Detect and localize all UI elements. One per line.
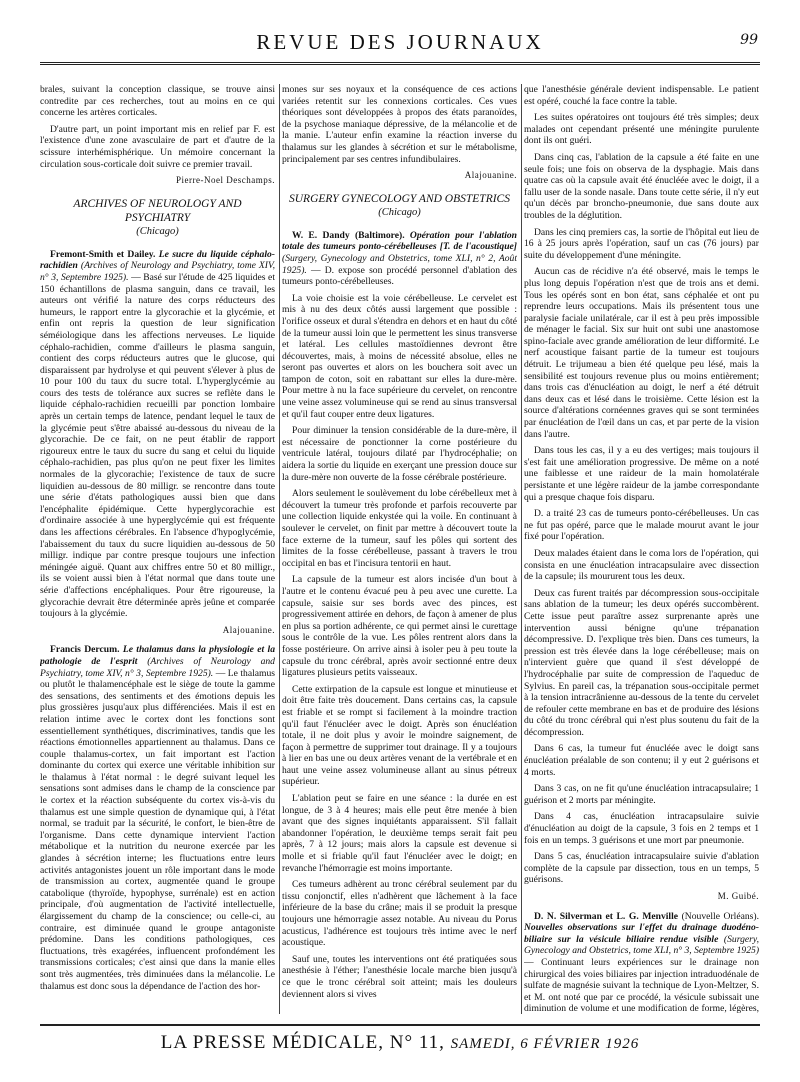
- paragraph: Sauf une, toutes les interventions ont été pratiquées sous anesthésie à l'éther; l'anesthésie locale marche bien jusqu'à ce que le tronc cérébral soit atteint; mais les douleurs deviennent alors si vives: [282, 953, 517, 1000]
- signature: Alajouanine.: [464, 170, 517, 181]
- abstract-authors: W. E. Dandy (Baltimore).: [292, 229, 405, 241]
- paragraph: Dans 5 cas, énucléation intracapsulaire suivie d'ablation complète de la capsule par dissection, tous en un temps, 5 guérisons.: [524, 851, 759, 886]
- signature: M. Guibé.: [717, 891, 759, 901]
- paragraph: Dans tous les cas, il y a eu des vertiges; mais toujours il s'est fait une amélioration progressive. De même on a noté une faiblesse et une raideur de la main homolatérale persistante et une légère raideur de la jambe correspondante qui a presque chaque fois disparu.: [524, 445, 759, 503]
- paragraph: La capsule de la tumeur est alors incisée d'un bout à l'autre et le contenu évacué peu à peu avec une curette. La capsule, saisie sur ses bords avec des pinces, est progressivement attirée en dehors, de façon à amener de plus en plus sa portion adhérente, ce qui permet ainsi le curettage sous le contrôle de la vue. Les pôles rentrent alors dans la fosse postérieure. On arrive ainsi à isoler peu à peu toute la capsule du tronc cérébral, après avoir sectionné entre deux ligatures plusieurs petits vaisseaux.: [282, 574, 517, 679]
- abstract-body: — D. expose son procédé personnel d'ablation des tumeurs ponto-cérébelleuses.: [282, 264, 517, 288]
- issue-date: SAMEDI, 6 FÉVRIER 1926: [450, 1036, 640, 1052]
- paragraph: Aucun cas de récidive n'a été observé, mais le temps le plus long depuis l'opération n'est que de trois ans et demi. Tous les opérés sont en bon état, sans céphalée et ont pu reprendre leurs occupations. Mais ils présentent tous une paralysie faciale unilatérale, car il est à peu près impossible de ménager le facial. Six sur huit ont subi une anastomose spino-faciale avec grande amélioration de leur difformité. Le nerf acoustique faisant partie de la tumeur est toujours détruit. Le trijumeau a bien été quelque peu lésé, mais la sensibilité est toujours revenue plus ou moins entièrement; dans trois cas d'énucléation au doigt, le nerf a été détruit dans deux cas et lésé dans le troisième. Cette lésion est la source d'altérations cornéennes graves qui se sont terminées par énucléation de l'œil dans un cas, et par perte de la vision dans l'autre.: [524, 266, 759, 440]
- journal-name: SURGERY GYNECOLOGY AND OBSTETRICS: [289, 192, 510, 205]
- column-rule: [521, 84, 522, 1014]
- abstract-reference: (Surgery, Gynecology and Obstetrics, tome XLI, n° 3, Septembre 1925): [524, 933, 759, 957]
- abstract: [40, 644, 275, 992]
- abstract-reference: (Archives of Neurology and Psychiatry, tome XIV, n° 3, Septembre 1925).: [40, 260, 275, 283]
- paragraph: Pour diminuer la tension considérable de la dure-mère, il est nécessaire de ponctionner la corne postérieure du ventricule latéral, toujours dilaté par l'hydrocéphalie; on aidera la sortie du liquide en exerçant une pression douce sur la dure-mère non ouverte de la fosse cérébrale postérieure.: [282, 425, 517, 483]
- paragraph: brales, suivant la conception classique, se trouve ainsi contredite par ces recherches, tout au moins en ce qui concerne les artères corticales.: [40, 84, 275, 119]
- paragraph: Dans 3 cas, on ne fit qu'une énucléation intracapsulaire; 1 guérison et 2 morts par méningite.: [524, 783, 759, 806]
- abstract-place: (Nouvelle Orléans).: [681, 910, 759, 922]
- abstract-title: Opération pour l'ablation totale des tumeurs ponto-cérébelleuses [T. de l'acoustique]: [282, 229, 517, 253]
- column-3: [524, 84, 759, 1014]
- paragraph: Cette extirpation de la capsule est longue et minutieuse et doit être faite très doucement. Dans certains cas, la capsule est friable et se rompt si facilement à la moindre traction qu'il faut l'énucléer avec le doigt. Après son énucléation totale, il ne doit plus y avoir le moindre saignement, de façon à permettre de supprimer tout drainage. Il y a toujours à lier en bas une ou deux artères venant de la vertébrale et en haut une veine assez volumineuse allant au sinus pétreux supérieur.: [282, 683, 517, 788]
- paragraph: La voie choisie est la voie cérébelleuse. Le cervelet est mis à nu des deux côtés aussi largement que possible : l'orifice osseux et dural s'étendra en dehors et en haut du côté de la tumeur aussi loin que le permettent les sinus transverse et latéral. Les cellules mastoïdiennes devront être découvertes, mais, à moins de nécessité absolue, elles ne seront pas ouvertes et alors on les bouchera soit avec un tampon de coton, soit en rabattant sur elles la dure-mère. Pour mettre à nu la face supérieure du cervelet, on rencontre une veine assez volumineuse qui se rend au sinus transversal et qu'il faut couper entre deux ligatures.: [282, 292, 517, 420]
- paragraph: Dans 4 cas, énucléation intracapsulaire suivie d'énucléation au doigt de la capsule, 3 fois en 2 temps et 1 fois en un temps. 3 guérisons et une mort par pneumonie.: [524, 811, 759, 846]
- abstract-reference: (Surgery, Gynecology and Obstetrics, tome XLI, n° 2, Août 1925).: [282, 252, 517, 276]
- section-heading: [282, 192, 517, 220]
- paragraph: Les suites opératoires ont toujours été très simples; deux malades ont cependant présenté une méningite purulente dont ils ont guéri.: [524, 112, 759, 147]
- paragraph: Dans cinq cas, l'ablation de la capsule a été faite en une seule fois; une fois on observa de la dysphagie. Mais dans quatre cas où la capsule avait été énucléée avec le doigt, il a fallu user de la sonde nasale. Dans toute cette série, il n'y eut qu'un décès par broncho-pneumonie, due sans doute aux troubles de la déglutition.: [524, 151, 759, 221]
- abstract: [282, 230, 517, 288]
- column-rule: [279, 84, 280, 1014]
- page-header: [40, 28, 760, 65]
- paragraph: L'ablation peut se faire en une séance : la durée en est longue, de 3 à 4 heures; mais elle peut être menée à bien avant que des signes inquiétants apparaissent. S'il fallait abandonner l'opération, le deuxième temps serait fait peu après, 7 à 12 jours; mais alors la capsule est devenue si molle et si friable qu'il faut l'énucléer avec le doigt; en revanche l'hémorragie est moins importante.: [282, 793, 517, 874]
- paragraph: D'autre part, un point important mis en relief par F. est l'existence d'une zone avasculaire de part et d'autre de la scissure interhémisphérique. Un mémoire concernant la circulation sous-corticale doit suivre ce premier travail.: [40, 123, 275, 170]
- running-head: REVUE DES JOURNAUX: [256, 30, 544, 54]
- paragraph: Ces tumeurs adhèrent au tronc cérébral seulement par du tissu conjonctif, elles n'adhèrent que lâchement à la face inférieure de la base du crâne; mais il se produit la presque toujours une hémorragie assez notable. Au niveau du Porus acusticus, l'adhérence est toujours très intime avec le nerf acoustique.: [282, 879, 517, 949]
- abstract-authors: Francis Dercum.: [50, 644, 120, 656]
- footer-line: [40, 1032, 760, 1054]
- abstract-body: — Continuant leurs expériences sur le drainage non chirurgical des voies biliaires par injection intraduodénale de sulfate de magnésie suivant la technique de Lyon-Meltzer, S. et M. ont noté que par ce procédé, la vésicule subissait une diminution de volume et une modification de forme, légères,: [524, 956, 759, 1014]
- signature: Alajouanine.: [222, 624, 275, 635]
- paragraph: mones sur ses noyaux et la conséquence de ces actions variées retentit sur les connexions corticales. Ces vues théoriques sont développées à propos des états paranoïdes, de la psychose maniaque dépressive, de la mélancolie et de la manie. L'auteur enfin examine la réaction inverse du thalamus sur les glandes à sécrétion et sur le métabolisme, principalement par ses centres infundibulaires.: [282, 84, 517, 165]
- abstract-authors: D. N. Silverman et L. G. Menville: [534, 910, 679, 922]
- abstract-reference: (Archives of Neurology and Psychiatry, tome XIV, n° 3, Septembre 1925).: [40, 655, 275, 679]
- abstract-authors: Fremont-Smith et Dailey.: [50, 248, 156, 260]
- column-2: [282, 84, 517, 1014]
- abstract-body: — Le thalamus ou plutôt le thalamencéphale est le siège de toute la gamme des sensations, des sentiments et des émotions depuis les plus grossières jusqu'aux plus différenciées. Mais il est en relation intime avec le cortex dont les fonctions sont essentiellement synthétiques, discriminatives, tandis que les réactions émotionnelles appartiennent au thalamus. Dans ce couple thalamus-cortex, un fait important est l'action dominante du cortex qui exerce une véritable inhibition sur le thalamus à l'état normal : le degré suivant lequel les sensations sont admises dans le champ de la conscience par le cortex et la réaction subséquente du cortex vis-à-vis du thalamus est une simple question de dynamique qui, à l'état normal, se traduit par la sécurité, le confort, le bien-être de l'organisme. Dans cette dynamique intervient l'action métabolique et la nutrition du neurone exercée par les glandes à sécrétion interne; les fluctuations entre leurs activités antagonistes jouent un rôle important dans le mode de transmission au cortex, augmentée quand le groupe catabolique (thyroïde, hypophyse, surrénale) est en action principale, d'où augmentation de l'activité intellectuelle, élargissement du champ de la conscience; ou celle-ci, au contraire, est diminuée quand le groupe antagoniste prédomine. Dans les conditions pathologiques, ces fluctuations, très exagérées, influencent profondément les transmissions corticales; c'est ainsi que dans la manie elles sont très augmentées, très diminuées dans la mélancolie. Le thalamus est donc sous la dépendance de l'action des hor-: [40, 667, 275, 992]
- journal-issue: LA PRESSE MÉDICALE, N° 11,: [160, 1032, 445, 1053]
- section-heading: [40, 197, 275, 239]
- column-1: [40, 84, 275, 1014]
- article-columns: [40, 84, 760, 1014]
- paragraph: Deux malades étaient dans le coma lors de l'opération, qui consista en une énucléation intracapsulaire avec dissection de la capsule; ils moururent tous les deux.: [524, 547, 759, 583]
- journal-name: ARCHIVES OF NEUROLOGY AND PSYCHIATRY: [73, 197, 242, 224]
- signature: Pierre-Noel Deschamps.: [176, 175, 275, 186]
- paragraph: que l'anesthésie générale devient indispensable. Le patient est opéré, couché la face contre la table.: [524, 84, 759, 107]
- paragraph: Deux cas furent traités par décompression sous-occipitale sans ablation de la tumeur; les deux opérés succombèrent. Cette issue peut paraître assez surprenante après une intervention aussi bénigne qu'une trépanation décompressive. D. l'explique très bien. Dans ces tumeurs, la pression est très élevée dans la loge cérébelleuse; mais on n'intervient guère que quand il s'est développé de l'hydrocéphalie par suite de compression de l'aqueduc de Sylvius. En pareil cas, la trépanation sous-occipitale permet à la tension intracrânienne au-dessous de la tente du cervelet de refouler cette membrane en bas et de produire des lésions du côté du tronc cérébral qui n'est plus soutenu du fait de la décompression.: [524, 587, 759, 738]
- abstract-body: — Basé sur l'étude de 425 liquides et 150 échantillons de plasma sanguin, dans ce travail, les auteurs ont vérifié la nature des corps réducteurs des humeurs, le rapport entre la glycorachie et la glycémie, et enfin ont repris la question de leur signification séméiologique dans les affections nerveuses. Le liquide céphalo-rachidien, comme d'ailleurs le plasma sanguin, contient des corps réducteurs autres que le glucose, qui disparaissent par hydrolyse et qui peuvent s'élever à plus de 10 pour 100 du taux du sucre total. L'hyperglycémie au cours des tests de tolérance aux sucres se reflète dans le liquide céphalo-rachidien recueilli par ponction lombaire après un certain temps de latence, pendant lequel le taux de la glycémie peut s'être abaissé au-dessous du niveau de la glycorachie. De ce fait, on ne peut établir de rapport rigoureux entre le taux du sucre du sang et celui du liquide céphalo-rachidien, pas plus qu'on ne peut fixer les limites normales de la glycorachie; l'existence de taux de sucre liquidien au-dessous de 80 milligr. se rencontre dans toute une série d'états pathologiques aussi bien que dans l'encéphalite épidémique. Cette hyperglycorachie est d'ordinaire associée à une hyperglycémie qui est fréquente dans les affections cérébrales. En l'absence d'hypoglycémie, l'abaissement du taux du sucre liquidien au-dessous de 50 milligr. indique par contre presque toujours une infection méningée aiguë. Quant aux chiffres entre 50 et 80 milligr., ils se voient aussi bien à l'état normal que dans toute une série d'affections encéphaliques. Pour être rigoureuse, la glycorachie devrait être déterminée après jeûne et comparée toujours à la glycémie.: [40, 271, 275, 620]
- paragraph: Alors seulement le soulèvement du lobe cérébelleux met à découvert la tumeur très profonde et parfois recouverte par une collection liquide enkystée qui la voile. En continuant à soulever le cervelet, on finit par mettre à découvert toute la face externe de la tumeur, sauf les pôles qui sortent des limites de la fosse cérébelleuse, passant à travers le trou occipital en bas et l'incisura tentorii en haut.: [282, 488, 517, 569]
- paragraph: D. a traité 23 cas de tumeurs ponto-cérébelleuses. Un cas ne fut pas opéré, parce que le malade mourut avant le jour fixé pour l'opération.: [524, 508, 759, 543]
- abstract-title: Le sucre du liquide céphalo-rachidien: [40, 248, 275, 272]
- paragraph: Dans les cinq premiers cas, la sortie de l'hôpital eut lieu de 16 à 25 jours après l'opération, sauf un cas (76 jours) par suite du développement d'une méningite.: [524, 226, 759, 261]
- abstract: [40, 249, 275, 620]
- page-number: 99: [740, 32, 758, 48]
- abstract-title: Nouvelles observations sur l'effet du drainage duodéno-biliaire sur la vésicule biliaire rendue visible: [524, 922, 759, 945]
- journal-city: (Chicago): [378, 206, 421, 218]
- abstract-title: Le thalamus dans la physiologie et la pathologie de l'esprit: [40, 644, 275, 667]
- page-footer: [40, 1024, 760, 1056]
- abstract: [524, 911, 759, 1014]
- paragraph: Dans 6 cas, la tumeur fut énucléée avec le doigt sans énucléation préalable de son contenu; il y eut 2 guérisons et 4 morts.: [524, 743, 759, 778]
- journal-city: (Chicago): [136, 225, 179, 237]
